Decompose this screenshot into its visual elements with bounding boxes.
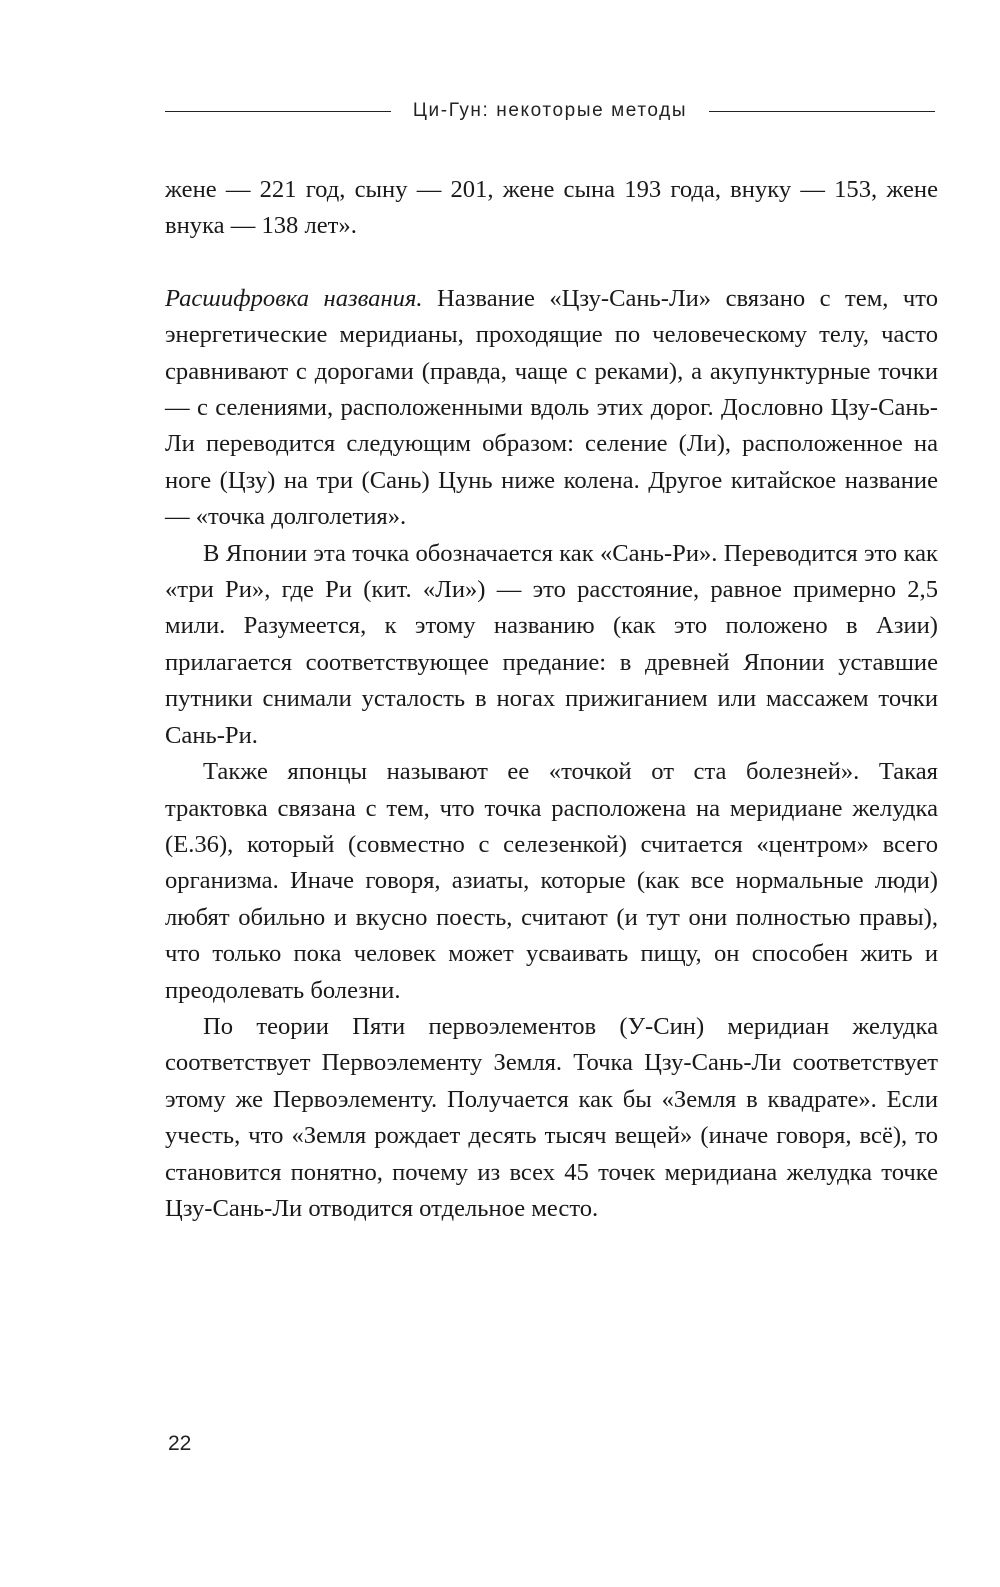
page-number: 22 — [168, 1432, 192, 1455]
paragraph-text: Также японцы называют ее «точкой от ста болезней». Такая трактовка связана с тем, что точка расположена на меридиане желудка (Е.36), который (совместно с селезенкой) считается «центром» всего организма. Иначе говоря, азиаты, которые (как все нормальные люди) любят обильно и вкусно поесть, считают (и тут они полностью правы), что только пока человек может усваивать пищу, он способен жить и преодолевать болезни. — [165, 758, 938, 1004]
header-rule-left — [165, 111, 391, 112]
running-header-title: Ци-Гун: некоторые методы — [412, 100, 688, 121]
paragraph-text: жене — 221 год, сыну — 201, жене сына 193 года, внуку — 153, жене внука — 138 лет». — [165, 176, 938, 240]
body-text — [165, 172, 938, 1227]
paragraph-name-decoding — [165, 281, 938, 536]
header-rule-right — [709, 111, 935, 112]
paragraph-lead-italic: Расшифровка названия. — [165, 284, 423, 312]
paragraph-text: По теории Пяти первоэлементов (У-Син) меридиан желудка соответствует Первоэлементу Земля. Точка Цзу-Сань-Ли соответствует этому же Первоэлементу. Получается как бы «Земля в квадрате». Если учесть, что «Земля рождает десять тысяч вещей» (иначе говоря, всё), то становится понятно, почему из всех 45 точек меридиана желудка точке Цзу-Сань-Ли отводится отдельное место. — [165, 1012, 938, 1222]
paragraph-text: В Японии эта точка обозначается как «Сань-Ри». Переводится это как «три Ри», где Ри (кит. «Ли») — это расстояние, равное примерно 2,5 мили. Разумеется, к этому названию (как это положено в Азии) прилагается соответствующее предание: в древней Японии уставшие путники снимали усталость в ногах прижиганием или массажем точки Сань-Ри. — [165, 539, 938, 749]
running-header — [165, 100, 935, 122]
paragraph-continuation — [165, 172, 938, 245]
paragraph-five-elements — [165, 1009, 938, 1227]
paragraph-hundred-diseases — [165, 754, 938, 1009]
paragraph-japan — [165, 536, 938, 754]
paragraph-text: Название «Цзу-Сань-Ли» связано с тем, что энергетические меридианы, проходящие по человеческому телу, часто сравнивают с дорогами (правда, чаще с реками), а акупунктурные точки — с селениями, расположенными вдоль этих дорог. Дословно Цзу-Сань-Ли переводится следующим образом: селение (Ли), расположенное на ноге (Цзу) на три (Сань) Цунь ниже колена. Другое китайское название — «точка долголетия». — [165, 284, 938, 531]
